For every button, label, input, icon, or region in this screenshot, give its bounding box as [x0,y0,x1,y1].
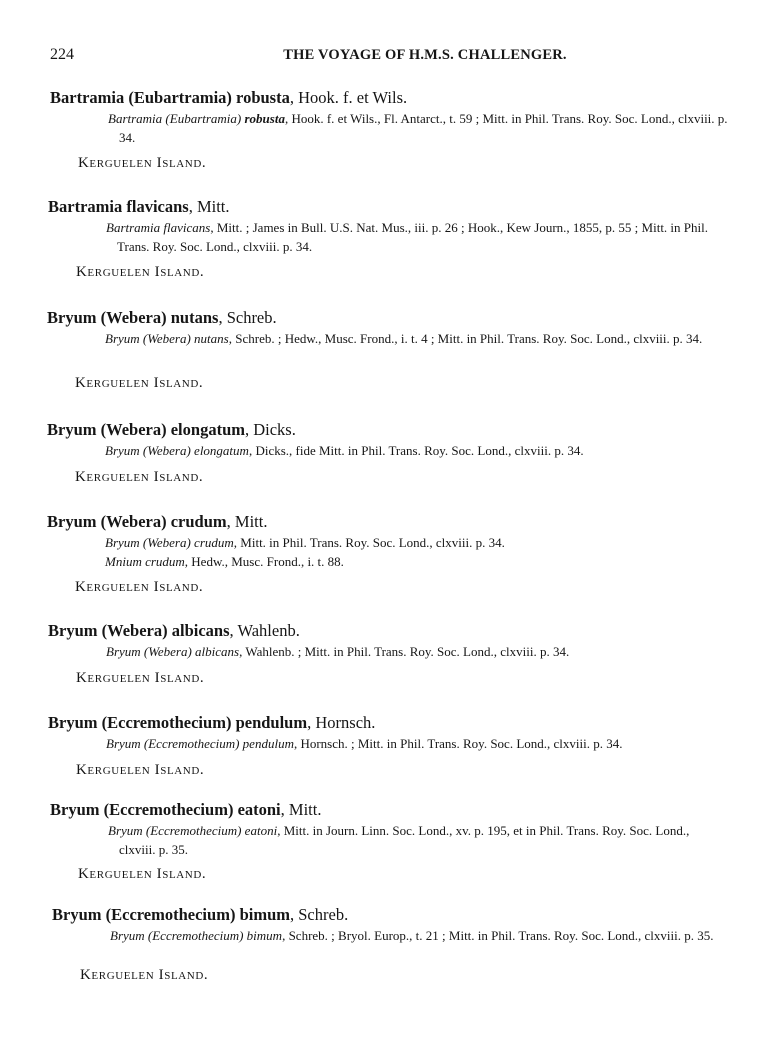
species-heading [48,713,375,733]
citation-block [110,927,730,946]
species-heading [47,308,277,328]
citation-line [106,735,726,754]
citation-text: , Schreb. ; Hedw., Musc. Frond., i. t. 4 ; Mitt. in Phil. Trans. Roy. Soc. Lond., clxviii. p. 34. [228,331,703,346]
citation-text: , Schreb. ; Bryol. Europ., t. 21 ; Mitt. in Phil. Trans. Roy. Soc. Lond., clxviii. p. 35. [282,928,714,943]
citation-block [108,822,728,859]
citation-text: , Wahlenb. ; Mitt. in Phil. Trans. Roy. Soc. Lond., clxviii. p. 34. [239,644,570,659]
citation-text: , Hook. f. et Wils., Fl. Antarct., t. 59 ; Mitt. in Phil. Trans. Roy. Soc. Lond., clxviii. p. 34. [119,111,728,145]
citation-line [105,534,725,553]
page-number: 224 [50,46,74,63]
citation-line [108,822,728,859]
citation-block [106,643,726,662]
species-genus: Bryum (Eccremothecium) [48,713,232,732]
species-heading [52,905,348,925]
species-epithet: pendulum [235,713,308,732]
citation-text: , Hornsch. ; Mitt. in Phil. Trans. Roy. Soc. Lond., clxviii. p. 34. [293,736,623,751]
species-genus: Bartramia (Eubartramia) [50,88,232,107]
citation-block [106,735,726,754]
species-epithet: elongatum [170,420,245,439]
citation-text: , Hedw., Musc. Frond., i. t. 88. [184,553,344,569]
citation-line [106,643,726,662]
species-genus: Bryum (Webera) [47,512,167,531]
locality: Kerguelen Island. [76,264,205,280]
citation-text: , Mitt. ; James in Bull. U.S. Nat. Mus., iii. p. 26 ; Hook., Kew Journ., 1855, p. 55 ; Mitt. in Phil. Trans. Roy. Soc. Lond., clxviii. p. 34. [117,220,708,254]
citation-epithet: robusta [244,111,285,126]
species-epithet: crudum [170,512,227,531]
species-epithet: nutans [170,308,219,327]
species-genus: Bartramia [48,197,123,216]
locality: Kerguelen Island. [75,469,204,485]
citation-name: Bryum (Eccremothecium) pendulum [106,736,294,751]
species-heading [47,512,267,532]
locality: Kerguelen Island. [76,670,205,686]
species-genus: Bryum (Webera) [47,308,167,327]
locality: Kerguelen Island. [80,967,209,983]
citation-name: Bryum (Webera) crudum [105,535,234,550]
citation-line [108,110,728,147]
species-genus: Bryum (Webera) [47,420,167,439]
citation-name: Bryum (Eccremothecium) eatoni [108,823,278,838]
running-title: THE VOYAGE OF H.M.S. CHALLENGER. [283,47,567,63]
species-authority: , Wahlenb. [229,621,300,640]
species-authority: , Mitt. [226,512,268,531]
citation-name: Bartramia (Eubartramia) [108,111,242,126]
species-authority: , Hornsch. [307,713,376,732]
species-epithet: flavicans [126,197,189,216]
citation-block [105,534,725,571]
species-genus: Bryum (Eccremothecium) [50,800,234,819]
species-authority: , Mitt. [188,197,230,216]
locality: Kerguelen Island. [75,375,204,391]
species-authority: , Dicks. [244,420,296,439]
species-heading [47,420,296,440]
citation-text: , Mitt. in Journ. Linn. Soc. Lond., xv. p. 195, et in Phil. Trans. Roy. Soc. Lond., clxviii. p. 35. [119,823,690,857]
species-authority: , Schreb. [290,905,349,924]
citation-block [108,110,728,147]
citation-line [105,442,725,461]
species-authority: , Hook. f. et Wils. [289,88,408,107]
species-genus: Bryum (Webera) [48,621,168,640]
species-epithet: eatoni [237,800,281,819]
citation-name: Bryum (Eccremothecium) bimum [110,928,283,943]
citation-line [105,330,725,349]
species-heading [50,88,407,108]
page-header [50,46,740,68]
citation-text: , Mitt. in Phil. Trans. Roy. Soc. Lond., clxviii. p. 34. [233,535,505,550]
locality: Kerguelen Island. [75,579,204,595]
species-heading [50,800,321,820]
species-heading [48,197,230,217]
citation-name: Mnium crudum [105,553,185,569]
locality: Kerguelen Island. [78,866,207,882]
locality: Kerguelen Island. [76,762,205,778]
citation-block [106,219,726,256]
citation-line [105,553,725,572]
species-epithet: albicans [171,621,230,640]
citation-line [106,219,726,256]
citation-name: Bryum (Webera) albicans [106,644,240,659]
citation-name: Bryum (Webera) nutans [105,331,229,346]
citation-text: , Dicks., fide Mitt. in Phil. Trans. Roy. Soc. Lond., clxviii. p. 34. [248,443,584,458]
species-heading [48,621,300,641]
species-authority: , Schreb. [218,308,277,327]
species-epithet: bimum [239,905,290,924]
species-authority: , Mitt. [280,800,322,819]
citation-name: Bryum (Webera) elongatum [105,443,249,458]
citation-name: Bartramia flavicans [106,220,211,235]
species-genus: Bryum (Eccremothecium) [52,905,236,924]
citation-line [110,927,730,946]
locality: Kerguelen Island. [78,155,207,171]
citation-block [105,330,725,349]
citation-block [105,442,725,461]
species-epithet: robusta [236,88,290,107]
